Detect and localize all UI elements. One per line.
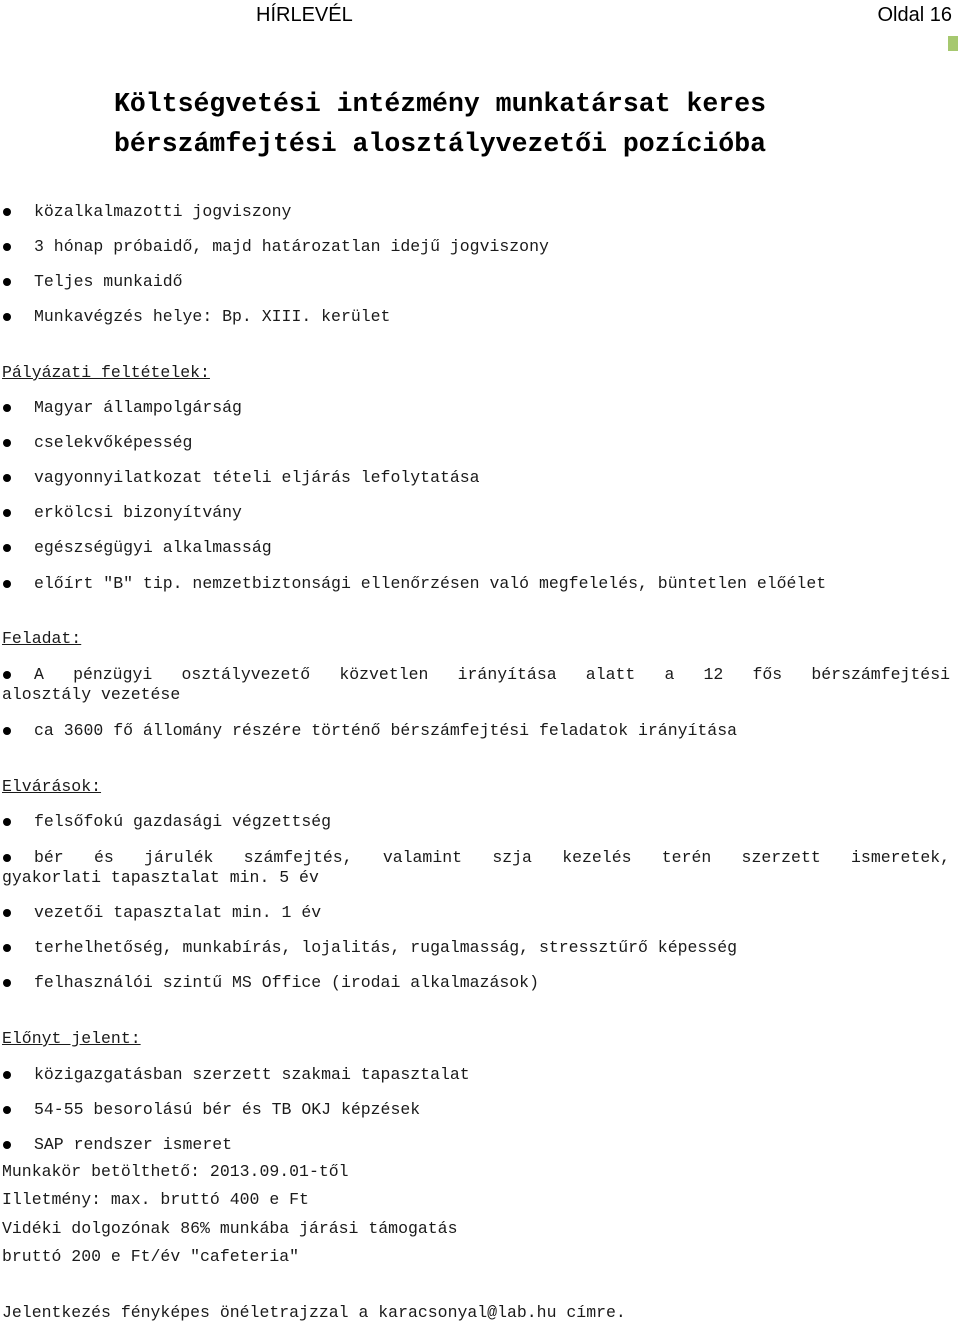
bullet-icon bbox=[3, 544, 11, 552]
salary: Illetmény: max. bruttó 400 e Ft bbox=[2, 1190, 309, 1209]
justified-line bbox=[34, 665, 950, 684]
bullet-icon bbox=[3, 979, 11, 987]
word: pénzügyi bbox=[73, 665, 153, 684]
word: irányítása bbox=[457, 665, 557, 684]
justified-line bbox=[34, 848, 950, 867]
header-rule-bar bbox=[948, 36, 958, 51]
start-date: Munkakör betölthető: 2013.09.01-től bbox=[2, 1162, 349, 1181]
title-line-2: bérszámfejtési alosztályvezetői pozícióba bbox=[114, 129, 767, 159]
word: szja bbox=[492, 848, 532, 867]
bullet-icon bbox=[3, 243, 11, 251]
word: járulék bbox=[144, 848, 214, 867]
word: és bbox=[93, 848, 114, 867]
list-item-continuation: gyakorlati tapasztalat min. 5 év bbox=[2, 868, 319, 887]
bullet-icon bbox=[3, 1106, 11, 1114]
bullet-icon bbox=[3, 313, 11, 321]
word: 12 bbox=[703, 665, 724, 684]
bullet-icon bbox=[3, 439, 11, 447]
newsletter-label: HÍRLEVÉL bbox=[256, 4, 353, 26]
word: terén bbox=[661, 848, 712, 867]
advantages-heading: Előnyt jelent: bbox=[2, 1029, 141, 1048]
bullet-icon bbox=[3, 818, 11, 826]
word: bérszámfejtési bbox=[811, 665, 950, 684]
bullet-icon bbox=[3, 404, 11, 412]
word: közvetlen bbox=[339, 665, 429, 684]
word: alatt bbox=[585, 665, 636, 684]
bullet-icon bbox=[3, 580, 11, 588]
tasks-heading: Feladat: bbox=[2, 629, 82, 648]
word: fős bbox=[752, 665, 783, 684]
travel-support: Vidéki dolgozónak 86% munkába járási támogatás bbox=[2, 1219, 458, 1238]
word: ismeretek, bbox=[851, 848, 951, 867]
bullet-icon bbox=[3, 944, 11, 952]
bullet-icon bbox=[3, 509, 11, 517]
contact-line: Jelentkezés fényképes önéletrajzzal a karacsonyal@lab.hu címre. bbox=[2, 1303, 626, 1322]
bullet-icon bbox=[3, 671, 11, 679]
bullet-icon bbox=[3, 208, 11, 216]
bullet-icon bbox=[3, 909, 11, 917]
cafeteria: bruttó 200 e Ft/év "cafeteria" bbox=[2, 1247, 300, 1266]
expectations-heading: Elvárások: bbox=[2, 777, 102, 796]
word: bér bbox=[34, 848, 64, 867]
bullet-icon bbox=[3, 1141, 11, 1149]
bullet-icon bbox=[3, 727, 11, 735]
list-item bbox=[0, 848, 950, 870]
word: valamint bbox=[382, 848, 463, 867]
word: A bbox=[34, 665, 44, 684]
title-line-1: Költségvetési intézmény munkatársat keres bbox=[114, 89, 767, 119]
page-title bbox=[114, 84, 766, 164]
bullet-icon bbox=[3, 854, 11, 862]
word: számfejtés, bbox=[243, 848, 353, 867]
bullet-icon bbox=[3, 278, 11, 286]
word: kezelés bbox=[562, 848, 632, 867]
word: szerzett bbox=[741, 848, 821, 867]
conditions-heading: Pályázati feltételek: bbox=[2, 363, 210, 382]
page-number: Oldal 16 bbox=[877, 4, 952, 26]
list-item bbox=[0, 665, 950, 687]
list-item-continuation: alosztály vezetése bbox=[2, 685, 181, 704]
bullet-icon bbox=[3, 474, 11, 482]
word: osztályvezető bbox=[181, 665, 311, 684]
bullet-icon bbox=[3, 1071, 11, 1079]
word: a bbox=[664, 665, 675, 684]
header-rule bbox=[0, 0, 960, 55]
